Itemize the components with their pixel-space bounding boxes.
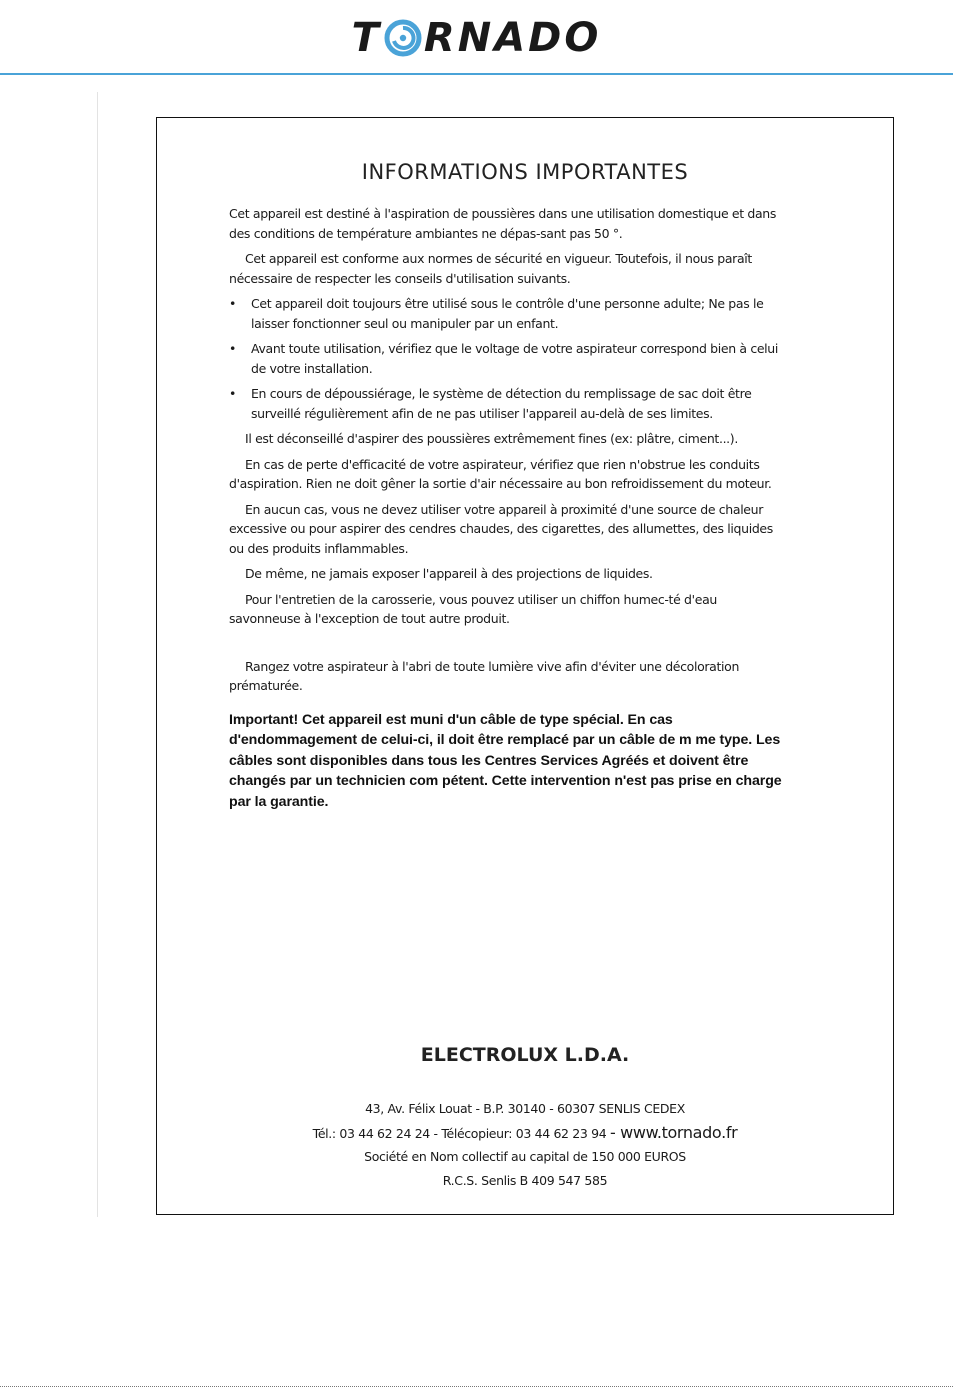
logo-text-end: RNADO bbox=[423, 15, 602, 61]
swirl-logo-icon bbox=[383, 18, 423, 58]
cable-warning-paragraph: Important! Cet appareil est muni d'un câble de type spécial. En cas d'endommagement de celui-ci, il doit être remplacé par un câble de m me type. Les câbles sont disponibles dans tous les Centres Services Agréés et doivent être changés par un technicien com pétent. Cette intervention n'est pas prise en charge par la garantie. bbox=[229, 711, 782, 810]
maintenance-paragraph: Pour l'entretien de la carosserie, vous pouvez utiliser un chiffon humec-té d'eau savonneuse à l'exception de tout autre produit. bbox=[229, 591, 717, 626]
heat-source-paragraph: En aucun cas, vous ne devez utiliser votre appareil à proximité d'une source de chaleur excessive ou pour aspirer des cendres chaudes, des cigarettes, des allumettes, des liquides ou des produits inflammables. bbox=[229, 501, 773, 556]
notice-title: INFORMATIONS IMPORTANTES bbox=[361, 160, 689, 184]
intro-paragraph: Cet appareil est destiné à l'aspiration de poussières dans une utilisation domestique et dans des conditions de température ambiantes ne dépas-sant pas 50 °. bbox=[229, 206, 777, 241]
bullet-text: Avant toute utilisation, vérifiez que le voltage de votre aspirateur correspond bien à celui de votre installation. bbox=[251, 341, 779, 376]
logo-text-start: T bbox=[351, 15, 382, 61]
notice-body bbox=[229, 204, 789, 818]
safety-bullet-bag-detection bbox=[229, 384, 789, 423]
page-bottom-divider bbox=[0, 1386, 953, 1387]
company-registration: R.C.S. Senlis B 409 547 585 bbox=[442, 1172, 608, 1188]
company-name: ELECTROLUX L.D.A. bbox=[420, 1044, 630, 1066]
company-phone-fax: Tél.: 03 44 62 24 24 - Télécopieur: 03 44 62 23 94 bbox=[312, 1125, 607, 1141]
company-capital: Société en Nom collectif au capital de 150 000 EUROS bbox=[364, 1149, 686, 1164]
storage-paragraph: Rangez votre aspirateur à l'abri de toute lumière vive afin d'éviter une décoloration prématurée. bbox=[229, 658, 740, 693]
bullet-icon: • bbox=[229, 296, 237, 311]
bullet-icon: • bbox=[229, 341, 237, 356]
bullet-icon: • bbox=[229, 386, 237, 401]
important-information-box bbox=[156, 117, 894, 1215]
tornado-logo bbox=[0, 8, 953, 68]
bullet-text: Cet appareil doit toujours être utilisé sous le contrôle d'une personne adulte; Ne pas le laisser fonctionner seul ou manipuler par un enfant. bbox=[251, 296, 764, 331]
company-website: - www.tornado.fr bbox=[609, 1122, 738, 1142]
safety-bullet-voltage bbox=[229, 339, 789, 378]
company-contact-block bbox=[157, 1097, 893, 1192]
efficiency-paragraph: En cas de perte d'efficacité de votre aspirateur, vérifiez que rien n'obstrue les conduits d'aspiration. Rien ne doit gêner la sortie d'air nécessaire au bon refroidissement du moteur. bbox=[229, 456, 772, 491]
contact-line bbox=[157, 1121, 893, 1146]
compliance-paragraph: Cet appareil est conforme aux normes de sécurité en vigueur. Toutefois, il nous paraît nécessaire de respecter les conseils d'utilisation suivants. bbox=[229, 251, 752, 286]
header-divider bbox=[0, 73, 953, 75]
bullet-text: En cours de dépoussiérage, le système de détection du remplissage de sac doit être surveillé régulièrement afin de ne pas utiliser l'appareil au-delà de ses limites. bbox=[251, 386, 752, 421]
margin-guide-line bbox=[97, 92, 98, 1217]
safety-bullet-supervision bbox=[229, 294, 789, 333]
fine-dust-paragraph: Il est déconseillé d'aspirer des poussières extrêmement fines (ex: plâtre, ciment...). bbox=[245, 431, 738, 446]
company-address: 43, Av. Félix Louat - B.P. 30140 - 60307 SENLIS CEDEX bbox=[365, 1101, 685, 1116]
liquid-paragraph: De même, ne jamais exposer l'appareil à des projections de liquides. bbox=[245, 566, 653, 581]
